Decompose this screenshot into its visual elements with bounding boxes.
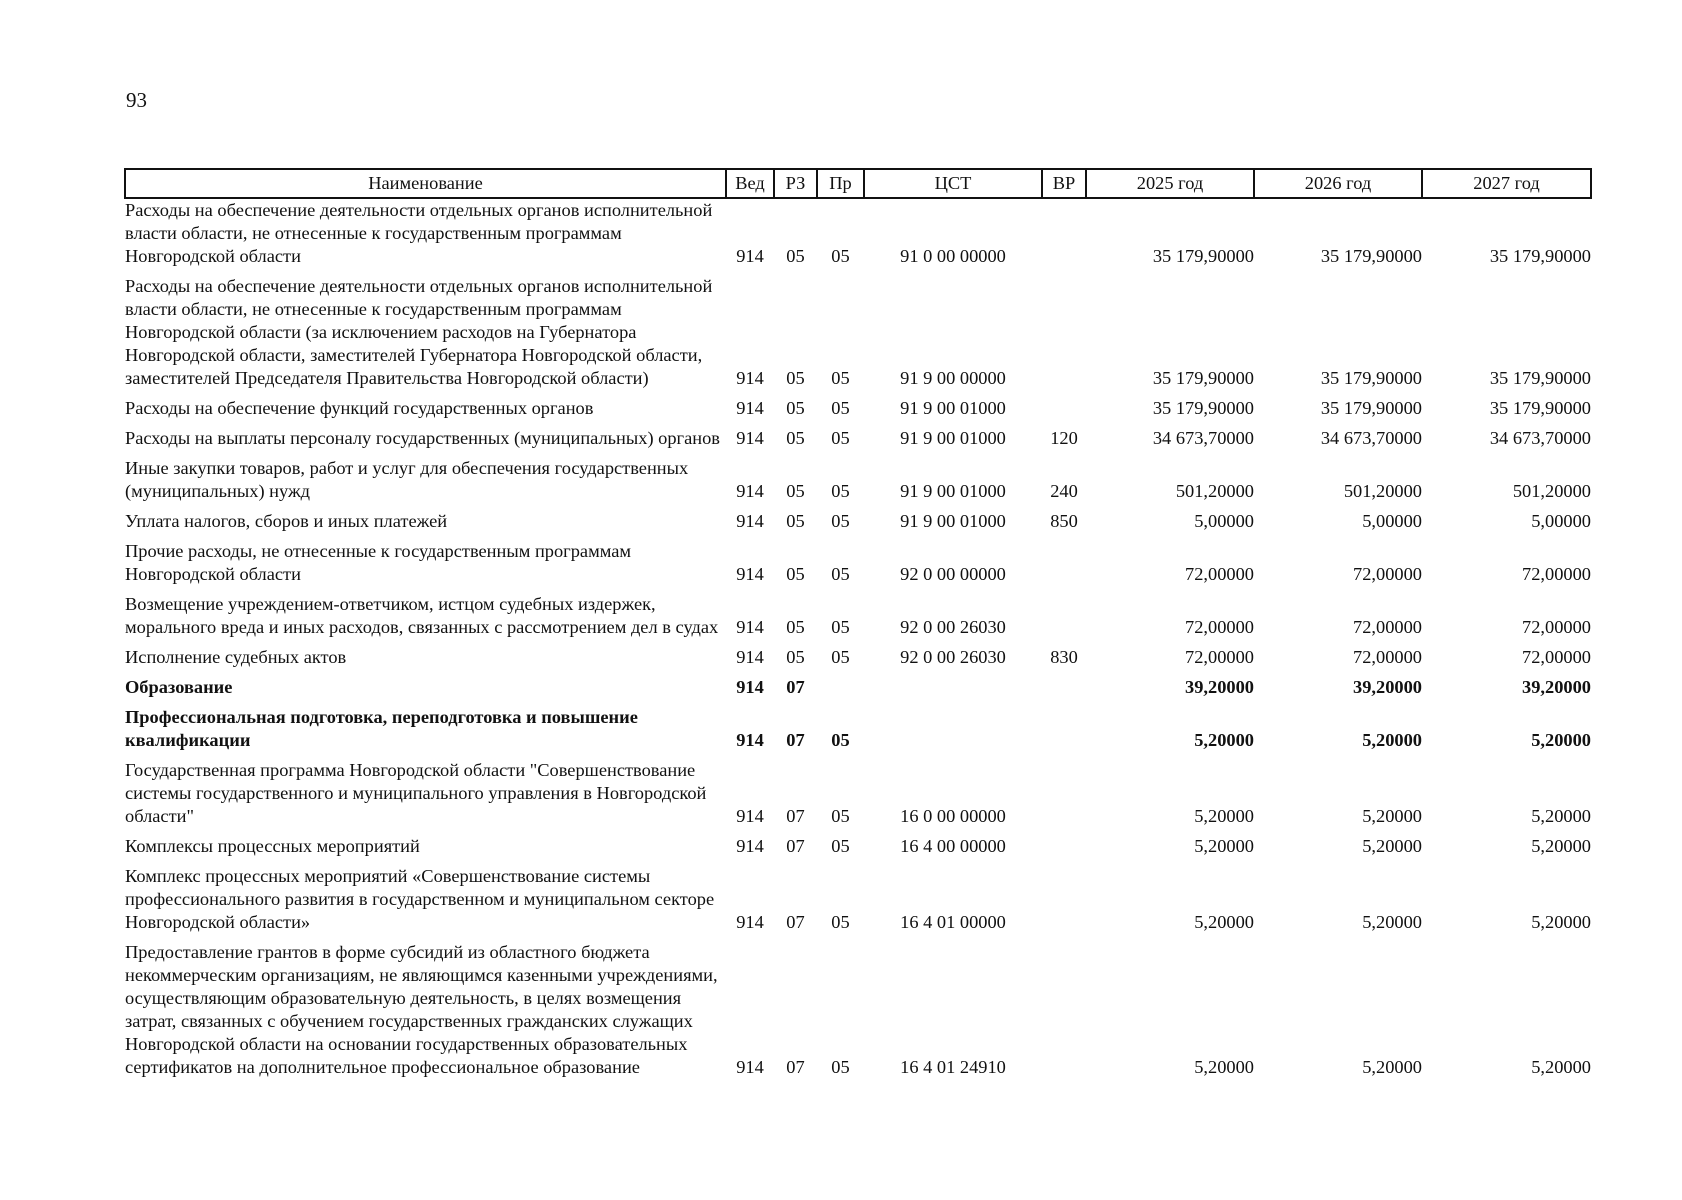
amount-2027-cell: 72,00000 — [1522, 647, 1591, 667]
name-cell: Расходы на выплаты персоналу государственных (муниципальных) органов — [125, 428, 720, 448]
table-row — [125, 593, 1591, 646]
name-cell: Уплата налогов, сборов и иных платежей — [125, 511, 448, 531]
amount-2025-cell: 501,20000 — [1175, 481, 1254, 501]
amount-2025-cell: 5,20000 — [1194, 730, 1254, 750]
cst-cell: 92 0 00 26030 — [900, 617, 1006, 637]
rz-cell: 05 — [786, 398, 805, 418]
amount-2026-cell: 5,00000 — [1362, 511, 1422, 531]
amount-2025-cell: 35 179,90000 — [1152, 368, 1254, 388]
ved-cell: 914 — [736, 912, 764, 932]
header-row — [125, 169, 1591, 198]
header-2025: 2025 год — [1086, 169, 1254, 198]
pr-cell: 05 — [831, 806, 850, 826]
ved-cell: 914 — [736, 647, 764, 667]
rz-cell: 07 — [786, 1057, 805, 1077]
table-row — [125, 941, 1591, 1086]
vr-cell — [1042, 941, 1086, 1086]
amount-2025-cell: 5,20000 — [1194, 806, 1254, 826]
amount-2025-cell: 5,20000 — [1194, 912, 1254, 932]
name-cell: Комплексы процессных мероприятий — [125, 836, 420, 856]
ved-cell: 914 — [736, 806, 764, 826]
table-row — [125, 397, 1591, 427]
pr-cell: 05 — [831, 481, 850, 501]
name-cell: Исполнение судебных актов — [125, 647, 347, 667]
name-cell: Комплекс процессных мероприятий «Совершенствование системы профессионального развития в государственном и муниципальном секторе Новгородской области» — [125, 866, 715, 932]
amount-2025-cell: 35 179,90000 — [1152, 398, 1254, 418]
cst-cell: 91 9 00 01000 — [900, 398, 1006, 418]
rz-cell: 07 — [786, 677, 805, 697]
table-row — [125, 646, 1591, 676]
vr-cell — [1042, 397, 1086, 427]
table-header — [125, 169, 1591, 198]
amount-2025-cell: 5,20000 — [1194, 1057, 1254, 1077]
ved-cell: 914 — [736, 398, 764, 418]
rz-cell: 07 — [786, 730, 805, 750]
amount-2026-cell: 501,20000 — [1343, 481, 1422, 501]
table-row — [125, 865, 1591, 941]
pr-cell: 05 — [831, 398, 850, 418]
amount-2027-cell: 5,20000 — [1531, 806, 1591, 826]
name-cell: Расходы на обеспечение деятельности отдельных органов исполнительной власти области, не отнесенные к государственным программам Новгородской области (за исключением расходов на Губернатора Новгородской области, заместителей Губернатора Новгородской области, заместителей Председателя Правительства Новгородской области) — [125, 276, 713, 388]
pr-cell — [817, 676, 864, 706]
rz-cell: 05 — [786, 511, 805, 531]
name-cell: Расходы на обеспечение деятельности отдельных органов исполнительной власти области, не отнесенные к государственным программам Новгородской области — [125, 200, 713, 266]
cst-cell: 92 0 00 00000 — [900, 564, 1006, 584]
cst-cell: 91 0 00 00000 — [900, 246, 1006, 266]
table-row — [125, 275, 1591, 397]
name-cell: Предоставление грантов в форме субсидий из областного бюджета некоммерческим организациям, не являющимся казенными учреждениями, осуществляющим образовательную деятельность, в целях возмещения затрат, связанных с обучением государственных гражданских служащих Новгородской области на основании государственных образовательных сертификатов на дополнительное профессиональное образование — [125, 942, 718, 1077]
amount-2026-cell: 72,00000 — [1353, 617, 1422, 637]
cst-cell: 92 0 00 26030 — [900, 647, 1006, 667]
cst-cell — [864, 676, 1042, 706]
amount-2027-cell: 35 179,90000 — [1489, 398, 1591, 418]
table-row — [125, 457, 1591, 510]
rz-cell: 05 — [786, 564, 805, 584]
header-cst: ЦСТ — [864, 169, 1042, 198]
amount-2026-cell: 5,20000 — [1362, 1057, 1422, 1077]
rz-cell: 05 — [786, 368, 805, 388]
ved-cell: 914 — [736, 481, 764, 501]
amount-2026-cell: 34 673,70000 — [1320, 428, 1422, 448]
cst-cell: 16 0 00 00000 — [900, 806, 1006, 826]
pr-cell: 05 — [831, 647, 850, 667]
amount-2025-cell: 35 179,90000 — [1152, 246, 1254, 266]
amount-2027-cell: 5,20000 — [1531, 730, 1591, 750]
vr-cell — [1042, 865, 1086, 941]
cst-cell: 16 4 01 24910 — [900, 1057, 1006, 1077]
pr-cell: 05 — [831, 836, 850, 856]
vr-cell — [1042, 759, 1086, 835]
pr-cell: 05 — [831, 1057, 850, 1077]
cst-cell: 91 9 00 01000 — [900, 511, 1006, 531]
amount-2027-cell: 39,20000 — [1522, 677, 1591, 697]
amount-2025-cell: 72,00000 — [1185, 564, 1254, 584]
cst-cell: 16 4 01 00000 — [900, 912, 1006, 932]
name-cell: Иные закупки товаров, работ и услуг для обеспечения государственных (муниципальных) нужд — [125, 458, 689, 501]
vr-cell — [1042, 593, 1086, 646]
ved-cell: 914 — [736, 730, 764, 750]
vr-cell: 240 — [1050, 481, 1078, 501]
name-cell: Профессиональная подготовка, переподготовка и повышение квалификации — [125, 707, 638, 750]
rz-cell: 05 — [786, 428, 805, 448]
rz-cell: 07 — [786, 806, 805, 826]
page-number: 93 — [126, 88, 147, 112]
header-2026: 2026 год — [1254, 169, 1422, 198]
amount-2026-cell: 39,20000 — [1353, 677, 1422, 697]
table-row — [125, 540, 1591, 593]
rz-cell: 05 — [786, 481, 805, 501]
rz-cell: 05 — [786, 246, 805, 266]
ved-cell: 914 — [736, 368, 764, 388]
ved-cell: 914 — [736, 836, 764, 856]
amount-2027-cell: 34 673,70000 — [1489, 428, 1591, 448]
vr-cell: 850 — [1050, 511, 1078, 531]
budget-table — [124, 168, 1592, 1086]
amount-2027-cell: 35 179,90000 — [1489, 246, 1591, 266]
rz-cell: 05 — [786, 647, 805, 667]
table-row — [125, 706, 1591, 759]
amount-2025-cell: 5,20000 — [1194, 836, 1254, 856]
amount-2025-cell: 34 673,70000 — [1152, 428, 1254, 448]
amount-2027-cell: 72,00000 — [1522, 564, 1591, 584]
rz-cell: 07 — [786, 912, 805, 932]
header-2027: 2027 год — [1422, 169, 1591, 198]
amount-2026-cell: 5,20000 — [1362, 730, 1422, 750]
cst-cell: 91 9 00 01000 — [900, 428, 1006, 448]
amount-2026-cell: 35 179,90000 — [1320, 246, 1422, 266]
ved-cell: 914 — [736, 428, 764, 448]
table-row — [125, 427, 1591, 457]
name-cell: Государственная программа Новгородской области "Совершенствование системы государственного и муниципального управления в Новгородской области" — [125, 760, 707, 826]
amount-2027-cell: 5,00000 — [1531, 511, 1591, 531]
amount-2027-cell: 72,00000 — [1522, 617, 1591, 637]
header-ved: Вед — [726, 169, 774, 198]
table-row — [125, 510, 1591, 540]
vr-cell — [1042, 198, 1086, 275]
pr-cell: 05 — [831, 564, 850, 584]
pr-cell: 05 — [831, 246, 850, 266]
ved-cell: 914 — [736, 246, 764, 266]
amount-2026-cell: 5,20000 — [1362, 806, 1422, 826]
table-row — [125, 198, 1591, 275]
amount-2026-cell: 35 179,90000 — [1320, 398, 1422, 418]
amount-2026-cell: 72,00000 — [1353, 647, 1422, 667]
ved-cell: 914 — [736, 617, 764, 637]
amount-2027-cell: 5,20000 — [1531, 912, 1591, 932]
pr-cell: 05 — [831, 511, 850, 531]
amount-2026-cell: 35 179,90000 — [1320, 368, 1422, 388]
amount-2026-cell: 72,00000 — [1353, 564, 1422, 584]
amount-2026-cell: 5,20000 — [1362, 912, 1422, 932]
amount-2025-cell: 72,00000 — [1185, 617, 1254, 637]
pr-cell: 05 — [831, 912, 850, 932]
amount-2027-cell: 501,20000 — [1512, 481, 1591, 501]
amount-2026-cell: 5,20000 — [1362, 836, 1422, 856]
header-name: Наименование — [125, 169, 726, 198]
amount-2025-cell: 39,20000 — [1185, 677, 1254, 697]
ved-cell: 914 — [736, 564, 764, 584]
table-row — [125, 676, 1591, 706]
pr-cell: 05 — [831, 730, 850, 750]
ved-cell: 914 — [736, 677, 764, 697]
rz-cell: 05 — [786, 617, 805, 637]
amount-2027-cell: 35 179,90000 — [1489, 368, 1591, 388]
pr-cell: 05 — [831, 428, 850, 448]
rz-cell: 07 — [786, 836, 805, 856]
table-row — [125, 835, 1591, 865]
vr-cell — [1042, 835, 1086, 865]
ved-cell: 914 — [736, 511, 764, 531]
vr-cell — [1042, 540, 1086, 593]
pr-cell: 05 — [831, 368, 850, 388]
vr-cell — [1042, 676, 1086, 706]
amount-2027-cell: 5,20000 — [1531, 836, 1591, 856]
cst-cell: 16 4 00 00000 — [900, 836, 1006, 856]
vr-cell: 120 — [1050, 428, 1078, 448]
ved-cell: 914 — [736, 1057, 764, 1077]
amount-2027-cell: 5,20000 — [1531, 1057, 1591, 1077]
table-row — [125, 759, 1591, 835]
vr-cell — [1042, 275, 1086, 397]
pr-cell: 05 — [831, 617, 850, 637]
name-cell: Расходы на обеспечение функций государственных органов — [125, 398, 594, 418]
name-cell: Прочие расходы, не отнесенные к государственным программам Новгородской области — [125, 541, 632, 584]
vr-cell: 830 — [1050, 647, 1078, 667]
amount-2025-cell: 5,00000 — [1194, 511, 1254, 531]
header-pr: Пр — [817, 169, 864, 198]
vr-cell — [1042, 706, 1086, 759]
table-body — [125, 198, 1591, 1086]
name-cell: Образование — [125, 677, 233, 697]
amount-2025-cell: 72,00000 — [1185, 647, 1254, 667]
header-rz: РЗ — [774, 169, 817, 198]
cst-cell: 91 9 00 01000 — [900, 481, 1006, 501]
cst-cell: 91 9 00 00000 — [900, 368, 1006, 388]
name-cell: Возмещение учреждением-ответчиком, истцом судебных издержек, морального вреда и иных расходов, связанных с рассмотрением дел в судах — [125, 594, 719, 637]
cst-cell — [864, 706, 1042, 759]
header-vr: ВР — [1042, 169, 1086, 198]
